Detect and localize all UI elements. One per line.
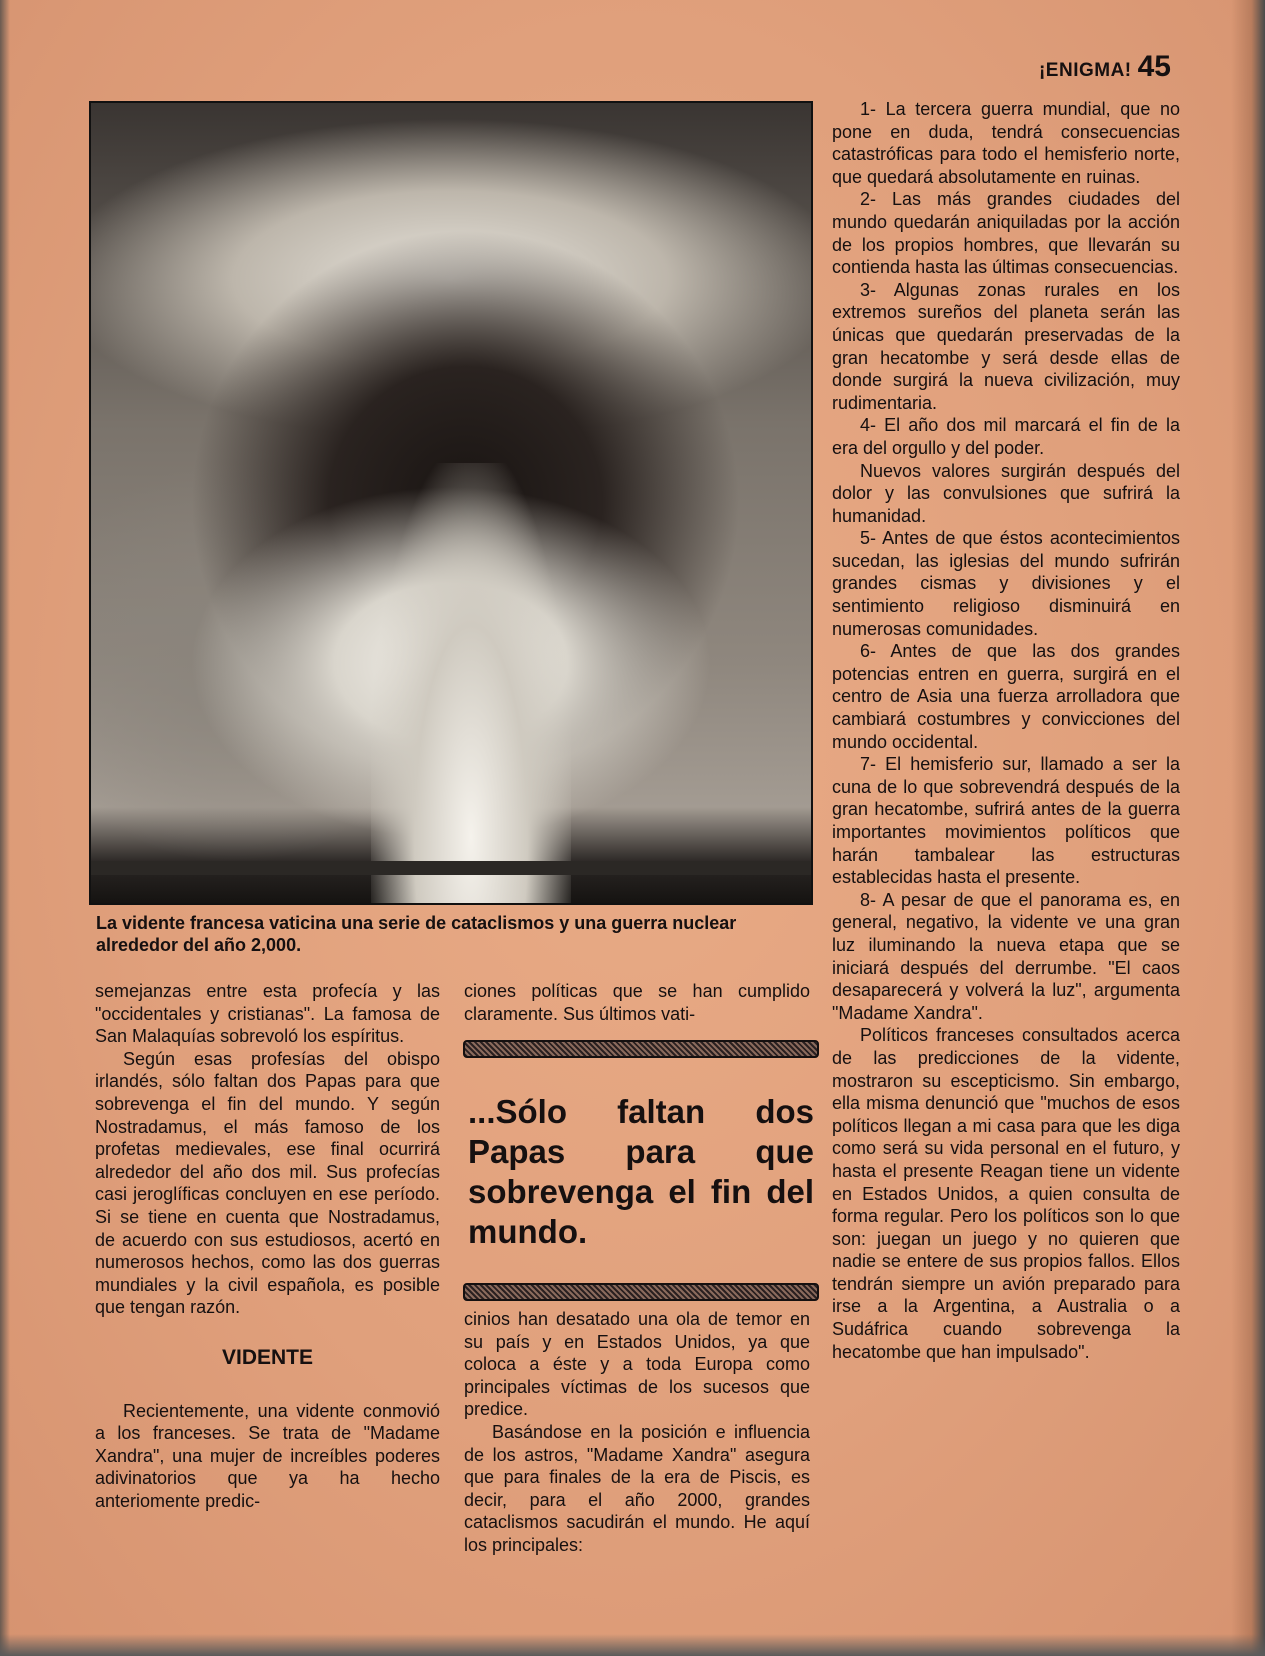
prediction-item: 1- La tercera guerra mundial, que no pone en duda, tendrá consecuencias catastróficas para todo el hemisferio norte, que quedará absolutamente en ruinas. xyxy=(832,99,1180,187)
prediction-item: 4- El año dos mil marcará el fin de la era del orgullo y del poder. xyxy=(832,415,1180,458)
prediction-item: 5- Antes de que éstos acontecimientos sucedan, las iglesias del mundo sufrirán grandes cismas y divisiones y el sentimiento religioso disminuirá en numerosas comunidades. xyxy=(832,528,1180,639)
column-b-top xyxy=(464,980,810,1025)
photo-caption: La vidente francesa vaticina una serie de cataclismos y una guerra nuclear alrededor del año 2,000. xyxy=(96,913,737,955)
prediction-item: 8- A pesar de que el panorama es, en general, negativo, la vidente ve una gran luz iluminando la nueva etapa que se iniciará después del derrumbe. "El caos desaparecerá y volverá la luz", argumenta "Madame Xandra". xyxy=(832,889,1180,1023)
prediction-item: 2- Las más grandes ciudades del mundo quedarán aniquiladas por la acción de los propios hombres, que llevarán su contienda hasta las últimas consecuencias. xyxy=(832,189,1180,278)
explosion-plume xyxy=(371,463,571,903)
page-header xyxy=(1039,50,1171,84)
column-a-paragraph-2: Según esas profesías del obispo irlandés, sólo faltan dos Papas para que sobrevenga el fin del mundo. Y según Nostradamus, el más famoso de los profetas medievales, ese final ocurrirá alrededor del año dos mil. Sus profecías casi jeroglíficas concluyen en ese período. Si se tiene en cuenta que Nostradamus, de acuerdo con sus estudiosos, acertó en numerosos hechos, como las dos guerras mundiales y la civil española, es posible que tengan razón. xyxy=(95,1048,440,1318)
magazine-title: ¡ENIGMA! xyxy=(1038,60,1132,81)
page-bottom-edge xyxy=(0,1634,1265,1656)
prediction-item: 3- Algunas zonas rurales en los extremos sureños del planeta serán las únicas que quedarán preservadas de la gran hecatombe y será desde ellas de donde surgirá la nueva civilización, muy rudimentaria. xyxy=(832,279,1180,413)
page-number: 45 xyxy=(1137,50,1171,83)
prediction-item: Nuevos valores surgirán después del dolor y las convulsiones que sufrirá la humanidad. xyxy=(832,460,1180,526)
column-a-paragraph-3: Recientemente, una vidente conmovió a los franceses. Se trata de "Madame Xandra", una mujer de increíbles poderes adivinatorios que ya ha hecho anteriomente predic- xyxy=(95,1400,440,1511)
column-b-bottom xyxy=(464,1308,810,1557)
photo-horizon xyxy=(91,861,811,875)
page-right-edge xyxy=(1231,0,1265,1656)
column-a-paragraph-1: semejanzas entre esta profecía y las "occidentales y cristianas". La famosa de San Malaquías sobrevoló los espíritus. xyxy=(95,981,440,1047)
pull-quote-bottom-rule xyxy=(463,1283,819,1301)
prediction-item: 7- El hemisferio sur, llamado a ser la cuna de lo que sobrevendrá después de la gran hecatombe, sufrirá antes de la guerra importantes movimientos políticos que harán tambalear las estructuras establecidas hasta el presente. xyxy=(832,754,1180,888)
pull-quote-top-rule xyxy=(463,1040,819,1058)
pull-quote: ...Sólo faltan dos Papas para que sobrevenga el fin del mundo. xyxy=(468,1093,814,1250)
column-b-paragraph-3: Basándose en la posición e influencia de los astros, "Madame Xandra" asegura que para finales de la era de Piscis, es decir, para el año 2000, grandes cataclismos sacudirán el mundo. He aquí los principales: xyxy=(464,1421,810,1555)
column-b-paragraph-1: ciones políticas que se han cumplido claramente. Sus últimos vati- xyxy=(464,981,810,1024)
page-left-edge xyxy=(0,0,10,1656)
prediction-item: 6- Antes de que las dos grandes potencias entren en guerra, surgirá en el centro de Asia una fuerza arrolladora que cambiará costumbres y convicciones del mundo occidental. xyxy=(832,641,1180,752)
section-subhead: VIDENTE xyxy=(221,1345,313,1369)
nuclear-explosion-photo xyxy=(89,101,813,905)
closing-paragraph: Políticos franceses consultados acerca de las predicciones de la vidente, mostraron su escepticismo. Sin embargo, ella misma denunció que "muchos de esos políticos llegan a mi casa para que les diga como será su vida personal en el futuro, y hasta el presente Reagan tiene un vidente en Estados Unidos, a quien consulta de forma regular. Pero los políticos son lo que son: juegan un juego y no quieren que nadie se entere de sus propios fallos. Ellos tendrán siempre un avión preparado para irse a la Argentina, a Australia o a Sudáfrica cuando sobrevenga la hecatombe que han impulsado". xyxy=(832,1025,1180,1362)
column-b-paragraph-2: cinios han desatado una ola de temor en su país y en Estados Unidos, ya que coloca a éste y a toda Europa como principales víctimas de los sucesos que predice. xyxy=(464,1309,810,1420)
column-a xyxy=(95,980,440,1512)
column-c xyxy=(832,98,1180,1363)
